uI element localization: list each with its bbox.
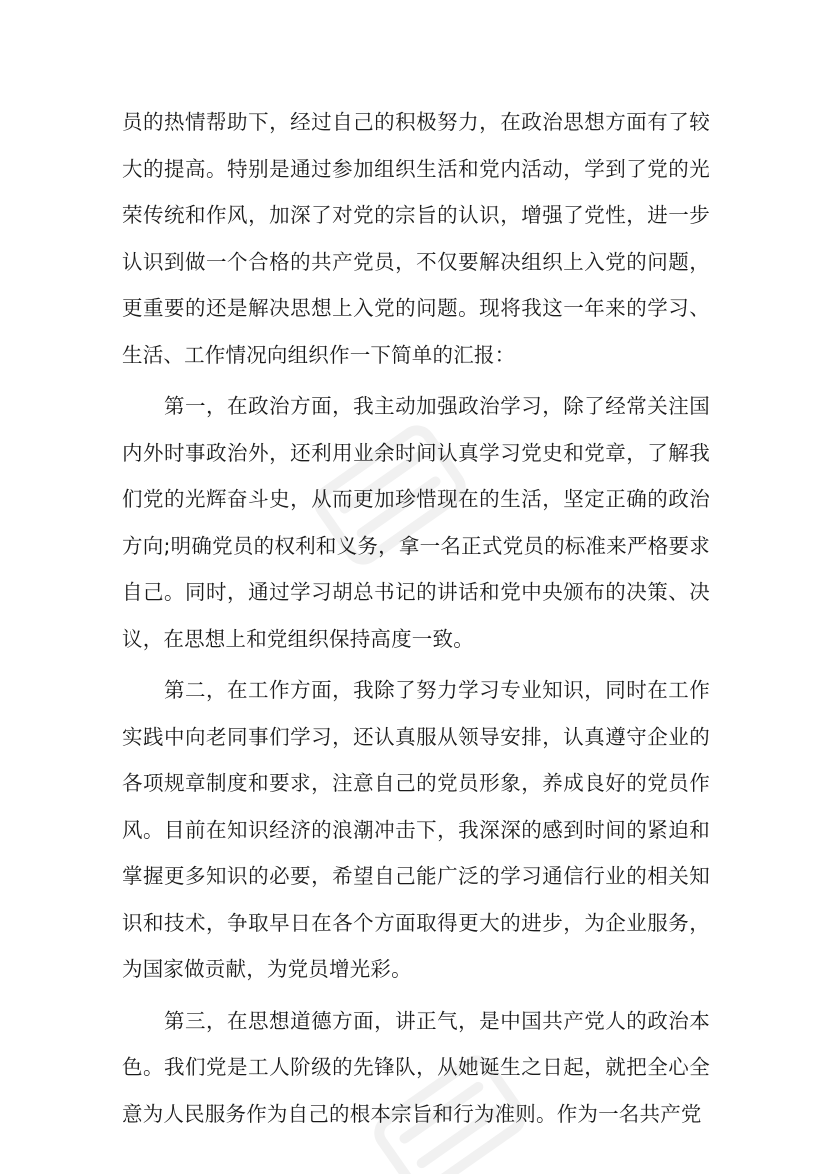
paragraph-second-work: 第二，在工作方面，我除了努力学习专业知识，同时在工作实践中向老同事们学习，还认真服从领导安排，认真遵守企业的各项规章制度和要求，注意自己的党员形象，养成良好的党员作风。目前在知识经济的浪潮冲击下，我深深的感到时间的紧迫和掌握更多知识的必要，希望自己能广泛的学习通信行业的相关知识和技术，争取早日在各个方面取得更大的进步，为企业服务，为国家做贡献，为党员增光彩。 — [122, 678, 710, 981]
paragraph-first-politics: 第一，在政治方面，我主动加强政治学习，除了经常关注国内外时事政治外，还利用业余时间认真学习党史和党章，了解我们党的光辉奋斗史，从而更加珍惜现在的生活，坚定正确的政治方向;明确党员的权利和义务，拿一名正式党员的标准来严格要求自己。同时，通过学习胡总书记的讲话和党中央颁布的决策、决议，在思想上和党组织保持高度一致。 — [122, 394, 710, 651]
document-body — [122, 99, 710, 1137]
paragraph-third-morality: 第三，在思想道德方面，讲正气，是中国共产党人的政治本色。我们党是工人阶级的先锋队，从她诞生之日起，就把全心全意为人民服务作为自己的根本宗旨和行为准则。作为一名共产党 — [122, 1008, 710, 1126]
paragraph-continuation: 员的热情帮助下，经过自己的积极努力，在政治思想方面有了较大的提高。特别是通过参加组织生活和党内活动，学到了党的光荣传统和作风，加深了对党的宗旨的认识，增强了党性，进一步认识到做一个合格的共产党员，不仅要解决组织上入党的问题，更重要的还是解决思想上入党的问题。现将我这一年来的学习、生活、工作情况向组织作一下简单的汇报： — [122, 110, 710, 367]
